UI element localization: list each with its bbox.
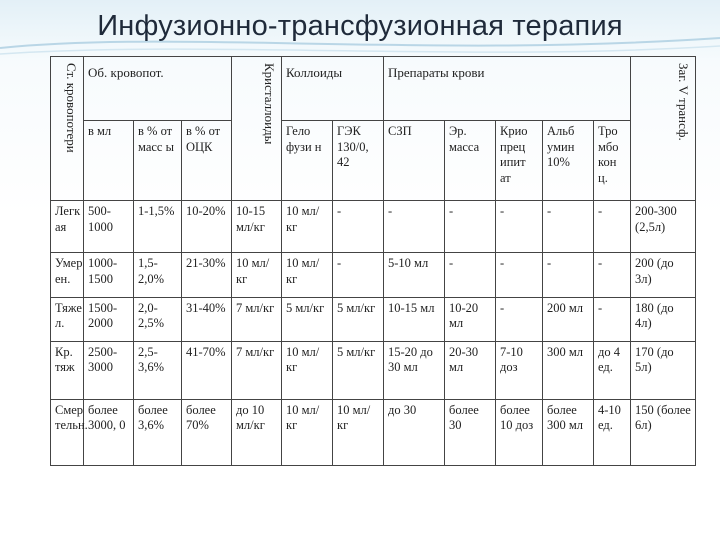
cell-total: 170 (до 5л) [631, 341, 696, 399]
cell-albumin: 300 мл [543, 341, 594, 399]
table-row [51, 253, 696, 297]
header-gelofusin: Гело фузи н [282, 121, 333, 201]
cell-cryo: - [496, 253, 543, 297]
header-hes: ГЭК 130/0, 42 [333, 121, 384, 201]
cell-crystalloids: 10-15 мл/кг [232, 201, 282, 253]
cell-severity: Смер тельн. [51, 399, 84, 465]
cell-pct-mass: более 3,6% [134, 399, 182, 465]
header-cryo: Крио прец ипит ат [496, 121, 543, 201]
cell-hes: 5 мл/кг [333, 341, 384, 399]
cell-total: 200-300 (2,5л) [631, 201, 696, 253]
cell-hes: 5 мл/кг [333, 297, 384, 341]
cell-pct-mass: 2,5-3,6% [134, 341, 182, 399]
cell-pct-bcv: 41-70% [182, 341, 232, 399]
cell-ml: 1000-1500 [84, 253, 134, 297]
cell-gelofusin: 10 мл/кг [282, 399, 333, 465]
cell-pct-bcv: 21-30% [182, 253, 232, 297]
cell-platelets: - [594, 253, 631, 297]
cell-severity: Умер ен. [51, 253, 84, 297]
cell-gelofusin: 5 мл/кг [282, 297, 333, 341]
table-row [51, 399, 696, 465]
cell-pct-bcv: 10-20% [182, 201, 232, 253]
cell-platelets: до 4 ед. [594, 341, 631, 399]
cell-total: 200 (до 3л) [631, 253, 696, 297]
header-total-volume: Заг. V трансф. [631, 57, 696, 201]
cell-rbc: более 30 [445, 399, 496, 465]
header-ml: в мл [84, 121, 134, 201]
header-platelets: Тро мбо кон ц. [594, 121, 631, 201]
cell-ffp: - [384, 201, 445, 253]
cell-pct-bcv: 31-40% [182, 297, 232, 341]
header-rbc: Эр. масса [445, 121, 496, 201]
header-pct-bcv: в % от ОЦК [182, 121, 232, 201]
header-pct-mass: в % от масс ы [134, 121, 182, 201]
cell-ml: 500-1000 [84, 201, 134, 253]
cell-severity: Кр. тяж [51, 341, 84, 399]
cell-hes: - [333, 253, 384, 297]
cell-ml: 2500-3000 [84, 341, 134, 399]
cell-platelets: - [594, 201, 631, 253]
cell-severity: Легк ая [51, 201, 84, 253]
cell-ffp: 10-15 мл [384, 297, 445, 341]
cell-cryo: - [496, 201, 543, 253]
cell-hes: - [333, 201, 384, 253]
cell-cryo: - [496, 297, 543, 341]
slide-title: Инфузионно-трансфузионная терапия [97, 10, 623, 42]
cell-ffp: до 30 [384, 399, 445, 465]
table-row [51, 297, 696, 341]
cell-hes: 10 мл/кг [333, 399, 384, 465]
cell-crystalloids: 7 мл/кг [232, 341, 282, 399]
header-blood-loss: Об. кровопот. [84, 57, 232, 121]
header-ffp: СЗП [384, 121, 445, 201]
cell-rbc: 20-30 мл [445, 341, 496, 399]
cell-ml: более 3000, 0 [84, 399, 134, 465]
cell-ffp: 15-20 до 30 мл [384, 341, 445, 399]
therapy-table [50, 56, 696, 466]
header-blood-products: Препараты крови [384, 57, 631, 121]
cell-total: 180 (до 4л) [631, 297, 696, 341]
header-albumin: Альб умин 10% [543, 121, 594, 201]
cell-albumin: - [543, 253, 594, 297]
cell-crystalloids: до 10 мл/кг [232, 399, 282, 465]
cell-albumin: 200 мл [543, 297, 594, 341]
cell-crystalloids: 7 мл/кг [232, 297, 282, 341]
cell-rbc: - [445, 253, 496, 297]
table-row [51, 341, 696, 399]
cell-pct-bcv: более 70% [182, 399, 232, 465]
cell-crystalloids: 10 мл/кг [232, 253, 282, 297]
cell-severity: Тяже л. [51, 297, 84, 341]
cell-albumin: - [543, 201, 594, 253]
cell-ml: 1500-2000 [84, 297, 134, 341]
header-severity: Ст. кровопотери [51, 57, 84, 201]
cell-gelofusin: 10 мл/кг [282, 341, 333, 399]
cell-platelets: 4-10 ед. [594, 399, 631, 465]
cell-albumin: более 300 мл [543, 399, 594, 465]
cell-total: 150 (более 6л) [631, 399, 696, 465]
header-crystalloids: Кристаллоиды [232, 57, 282, 201]
table-row [51, 201, 696, 253]
header-colloids: Коллоиды [282, 57, 384, 121]
cell-cryo: 7-10 доз [496, 341, 543, 399]
cell-platelets: - [594, 297, 631, 341]
cell-rbc: - [445, 201, 496, 253]
cell-pct-mass: 2,0-2,5% [134, 297, 182, 341]
cell-cryo: более 10 доз [496, 399, 543, 465]
cell-rbc: 10-20 мл [445, 297, 496, 341]
cell-gelofusin: 10 мл/кг [282, 201, 333, 253]
cell-gelofusin: 10 мл/кг [282, 253, 333, 297]
cell-pct-mass: 1,5-2,0% [134, 253, 182, 297]
cell-pct-mass: 1-1,5% [134, 201, 182, 253]
cell-ffp: 5-10 мл [384, 253, 445, 297]
